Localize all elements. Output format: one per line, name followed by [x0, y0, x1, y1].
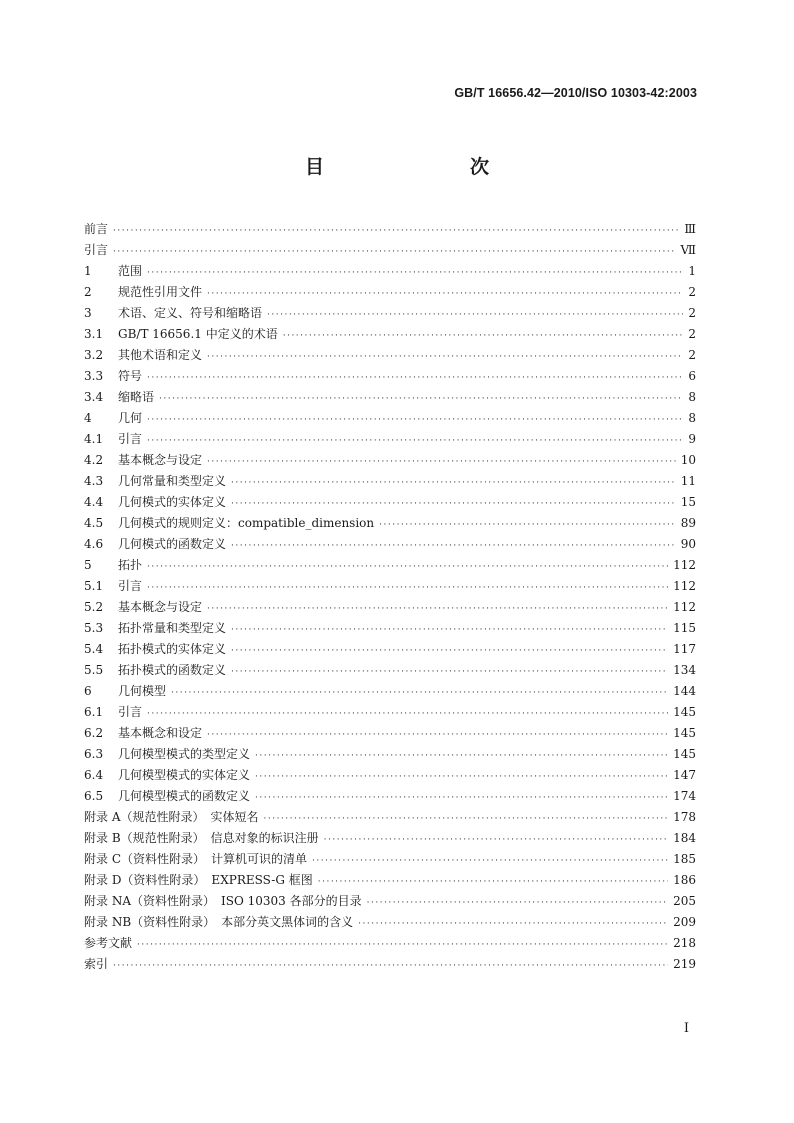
toc-dot-leader: [147, 410, 683, 431]
toc-dot-leader: [324, 830, 668, 851]
toc-entry-number: 6.3: [84, 747, 104, 761]
toc-entry-page: 209: [673, 915, 696, 929]
toc-entry-title: 引言: [118, 432, 143, 446]
toc-entry-number: 6.4: [84, 768, 104, 782]
toc-entry-number: 1: [84, 264, 92, 278]
toc-dot-leader: [171, 683, 668, 704]
toc-entry-title: 基本概念和设定: [118, 726, 203, 740]
toc-entry[interactable]: [84, 660, 696, 681]
toc-entry-page: 134: [673, 663, 696, 677]
toc-entry-page: 145: [673, 747, 696, 761]
toc-dot-leader: [231, 662, 668, 683]
toc-entry-title: 范围: [118, 264, 143, 278]
toc-entry-number: 4.4: [84, 495, 104, 509]
toc-entry-title: 参考文献: [84, 936, 133, 950]
toc-entry-title: 术语、定义、符号和缩略语: [118, 306, 263, 320]
page-number: Ⅰ: [683, 1021, 689, 1036]
toc-entry-page: 15: [680, 495, 696, 509]
toc-entry-number: 6: [84, 684, 92, 698]
toc-entry[interactable]: [84, 891, 696, 912]
toc-entry-page: 2: [688, 348, 696, 362]
toc-entry-page: 1: [688, 264, 696, 278]
toc-dot-leader: [113, 221, 679, 242]
table-of-contents: [84, 219, 696, 975]
toc-entry[interactable]: [84, 534, 696, 555]
toc-dot-leader: [207, 452, 676, 473]
toc-entry-title: 几何模型模式的类型定义: [118, 747, 251, 761]
toc-entry-title: 引言: [84, 243, 109, 257]
toc-dot-leader: [231, 620, 668, 641]
toc-dot-leader: [267, 305, 683, 326]
toc-entry-title: 几何模型: [118, 684, 167, 698]
toc-entry-title: 索引: [84, 957, 109, 971]
toc-dot-leader: [207, 347, 683, 368]
toc-dot-leader: [113, 242, 675, 263]
toc-entry-title: 拓扑常量和类型定义: [118, 621, 227, 635]
toc-entry-number: 4.5: [84, 516, 104, 530]
toc-entry-page: 186: [673, 873, 696, 887]
toc-entry[interactable]: [84, 324, 696, 345]
toc-entry[interactable]: [84, 408, 696, 429]
toc-entry-page: 178: [673, 810, 696, 824]
toc-dot-leader: [255, 788, 668, 809]
toc-entry[interactable]: [84, 954, 696, 975]
toc-entry[interactable]: [84, 618, 696, 639]
toc-entry-page: 112: [673, 579, 696, 593]
toc-entry-page: 2: [688, 285, 696, 299]
toc-entry-page: 205: [673, 894, 696, 908]
toc-entry-page: 2: [688, 327, 696, 341]
toc-entry-page: Ⅲ: [684, 222, 696, 236]
toc-entry-page: 144: [673, 684, 696, 698]
toc-entry-number: 5.3: [84, 621, 104, 635]
toc-entry[interactable]: [84, 807, 696, 828]
toc-entry-page: 89: [680, 516, 696, 530]
toc-entry-title: 其他术语和定义: [118, 348, 203, 362]
toc-entry-title: 附录 D（资料性附录） EXPRESS-G 框图: [84, 873, 313, 887]
toc-dot-leader: [207, 725, 668, 746]
toc-entry[interactable]: [84, 681, 696, 702]
toc-dot-leader: [231, 536, 676, 557]
toc-entry-page: 117: [673, 642, 696, 656]
toc-entry-title: GB/T 16656.1 中定义的术语: [118, 327, 278, 341]
toc-entry-page: Ⅶ: [680, 243, 696, 257]
toc-entry-page: 184: [673, 831, 696, 845]
toc-dot-leader: [147, 557, 668, 578]
toc-entry[interactable]: [84, 345, 696, 366]
toc-dot-leader: [379, 515, 676, 536]
toc-entry-number: 4: [84, 411, 92, 425]
toc-entry[interactable]: [84, 366, 696, 387]
toc-entry-title: 附录 B（规范性附录） 信息对象的标识注册: [84, 831, 319, 845]
toc-dot-leader: [147, 704, 668, 725]
toc-entry[interactable]: [84, 723, 696, 744]
toc-entry-number: 4.1: [84, 432, 104, 446]
toc-dot-leader: [207, 284, 683, 305]
toc-entry-title: 附录 A（规范性附录） 实体短名: [84, 810, 259, 824]
toc-entry-page: 174: [673, 789, 696, 803]
toc-entry-number: 5.5: [84, 663, 104, 677]
toc-entry-number: 4.2: [84, 453, 104, 467]
toc-entry[interactable]: [84, 849, 696, 870]
toc-entry-title: 几何模式的函数定义: [118, 537, 227, 551]
toc-entry[interactable]: [84, 765, 696, 786]
toc-heading: 目 次: [304, 156, 525, 178]
toc-entry-number: 3.2: [84, 348, 104, 362]
toc-entry-page: 8: [688, 390, 696, 404]
toc-entry-page: 2: [688, 306, 696, 320]
toc-entry-page: 112: [673, 600, 696, 614]
toc-entry-number: 3.3: [84, 369, 104, 383]
toc-entry[interactable]: [84, 513, 696, 534]
toc-entry[interactable]: [84, 912, 696, 933]
toc-entry-title: 缩略语: [118, 390, 155, 404]
toc-entry[interactable]: [84, 261, 696, 282]
toc-dot-leader: [159, 389, 683, 410]
toc-entry-title: 几何模式的规则定义：compatible_dimension: [118, 516, 375, 530]
toc-entry-number: 3.1: [84, 327, 104, 341]
toc-dot-leader: [147, 578, 668, 599]
toc-entry-title: 几何模型模式的实体定义: [118, 768, 251, 782]
toc-entry-number: 6.2: [84, 726, 104, 740]
toc-entry-number: 4.3: [84, 474, 104, 488]
toc-entry-title: 几何常量和类型定义: [118, 474, 227, 488]
toc-entry[interactable]: [84, 702, 696, 723]
toc-entry[interactable]: [84, 303, 696, 324]
toc-dot-leader: [255, 746, 668, 767]
toc-entry-page: 6: [688, 369, 696, 383]
toc-dot-leader: [358, 914, 668, 935]
toc-entry[interactable]: [84, 597, 696, 618]
toc-entry-page: 147: [673, 768, 696, 782]
toc-entry-title: 基本概念与设定: [118, 600, 203, 614]
toc-dot-leader: [147, 431, 683, 452]
toc-entry-title: 附录 C（资料性附录） 计算机可识的清单: [84, 852, 307, 866]
toc-entry[interactable]: [84, 870, 696, 891]
toc-entry-page: 8: [688, 411, 696, 425]
toc-dot-leader: [367, 893, 669, 914]
toc-entry[interactable]: [84, 492, 696, 513]
toc-entry-number: 5.4: [84, 642, 104, 656]
toc-entry[interactable]: [84, 555, 696, 576]
toc-dot-leader: [147, 368, 683, 389]
toc-entry-page: 145: [673, 726, 696, 740]
toc-entry-page: 218: [673, 936, 696, 950]
toc-entry-number: 3.4: [84, 390, 104, 404]
toc-dot-leader: [312, 851, 668, 872]
toc-entry-page: 185: [673, 852, 696, 866]
toc-entry-page: 9: [688, 432, 696, 446]
toc-dot-leader: [255, 767, 668, 788]
toc-dot-leader: [147, 263, 683, 284]
toc-entry-page: 112: [673, 558, 696, 572]
toc-entry-number: 3: [84, 306, 92, 320]
toc-entry-number: 4.6: [84, 537, 104, 551]
toc-entry-title: 几何: [118, 411, 143, 425]
toc-entry[interactable]: [84, 471, 696, 492]
toc-entry-title: 规范性引用文件: [118, 285, 203, 299]
toc-entry-title: 附录 NA（资料性附录） ISO 10303 各部分的目录: [84, 894, 362, 908]
toc-entry[interactable]: [84, 828, 696, 849]
toc-entry[interactable]: [84, 387, 696, 408]
toc-entry[interactable]: [84, 933, 696, 954]
toc-entry-title: 前言: [84, 222, 109, 236]
toc-entry-number: 2: [84, 285, 92, 299]
toc-entry[interactable]: [84, 429, 696, 450]
toc-entry-page: 145: [673, 705, 696, 719]
toc-entry[interactable]: [84, 219, 696, 240]
toc-entry-title: 基本概念与设定: [118, 453, 203, 467]
toc-entry-page: 115: [673, 621, 696, 635]
toc-dot-leader: [318, 872, 668, 893]
toc-dot-leader: [231, 473, 676, 494]
standard-number-header: GB/T 16656.42—2010/ISO 10303-42:2003: [454, 86, 697, 100]
toc-entry-title: 几何模型模式的函数定义: [118, 789, 251, 803]
toc-entry[interactable]: [84, 576, 696, 597]
toc-entry-number: 6.1: [84, 705, 104, 719]
toc-dot-leader: [231, 494, 676, 515]
toc-dot-leader: [283, 326, 683, 347]
toc-dot-leader: [231, 641, 668, 662]
toc-entry-title: 引言: [118, 705, 143, 719]
toc-dot-leader: [207, 599, 668, 620]
toc-dot-leader: [113, 956, 668, 977]
toc-entry-title: 拓扑: [118, 558, 143, 572]
toc-entry-title: 几何模式的实体定义: [118, 495, 227, 509]
toc-entry-number: 5.2: [84, 600, 104, 614]
toc-entry[interactable]: [84, 639, 696, 660]
toc-entry-page: 11: [680, 474, 696, 488]
toc-entry-title: 符号: [118, 369, 143, 383]
toc-entry-number: 5.1: [84, 579, 104, 593]
toc-entry-title: 引言: [118, 579, 143, 593]
toc-entry-page: 90: [680, 537, 696, 551]
toc-dot-leader: [263, 809, 668, 830]
toc-entry-title: 附录 NB（资料性附录） 本部分英文黑体词的含义: [84, 915, 354, 929]
toc-entry[interactable]: [84, 240, 696, 261]
toc-entry-title: 拓扑模式的函数定义: [118, 663, 227, 677]
toc-entry[interactable]: [84, 450, 696, 471]
toc-entry-number: 6.5: [84, 789, 104, 803]
toc-entry[interactable]: [84, 786, 696, 807]
toc-entry-page: 219: [673, 957, 696, 971]
toc-entry-page: 10: [680, 453, 696, 467]
toc-dot-leader: [137, 935, 668, 956]
toc-entry[interactable]: [84, 744, 696, 765]
toc-entry-number: 5: [84, 558, 92, 572]
toc-entry-title: 拓扑模式的实体定义: [118, 642, 227, 656]
toc-entry[interactable]: [84, 282, 696, 303]
